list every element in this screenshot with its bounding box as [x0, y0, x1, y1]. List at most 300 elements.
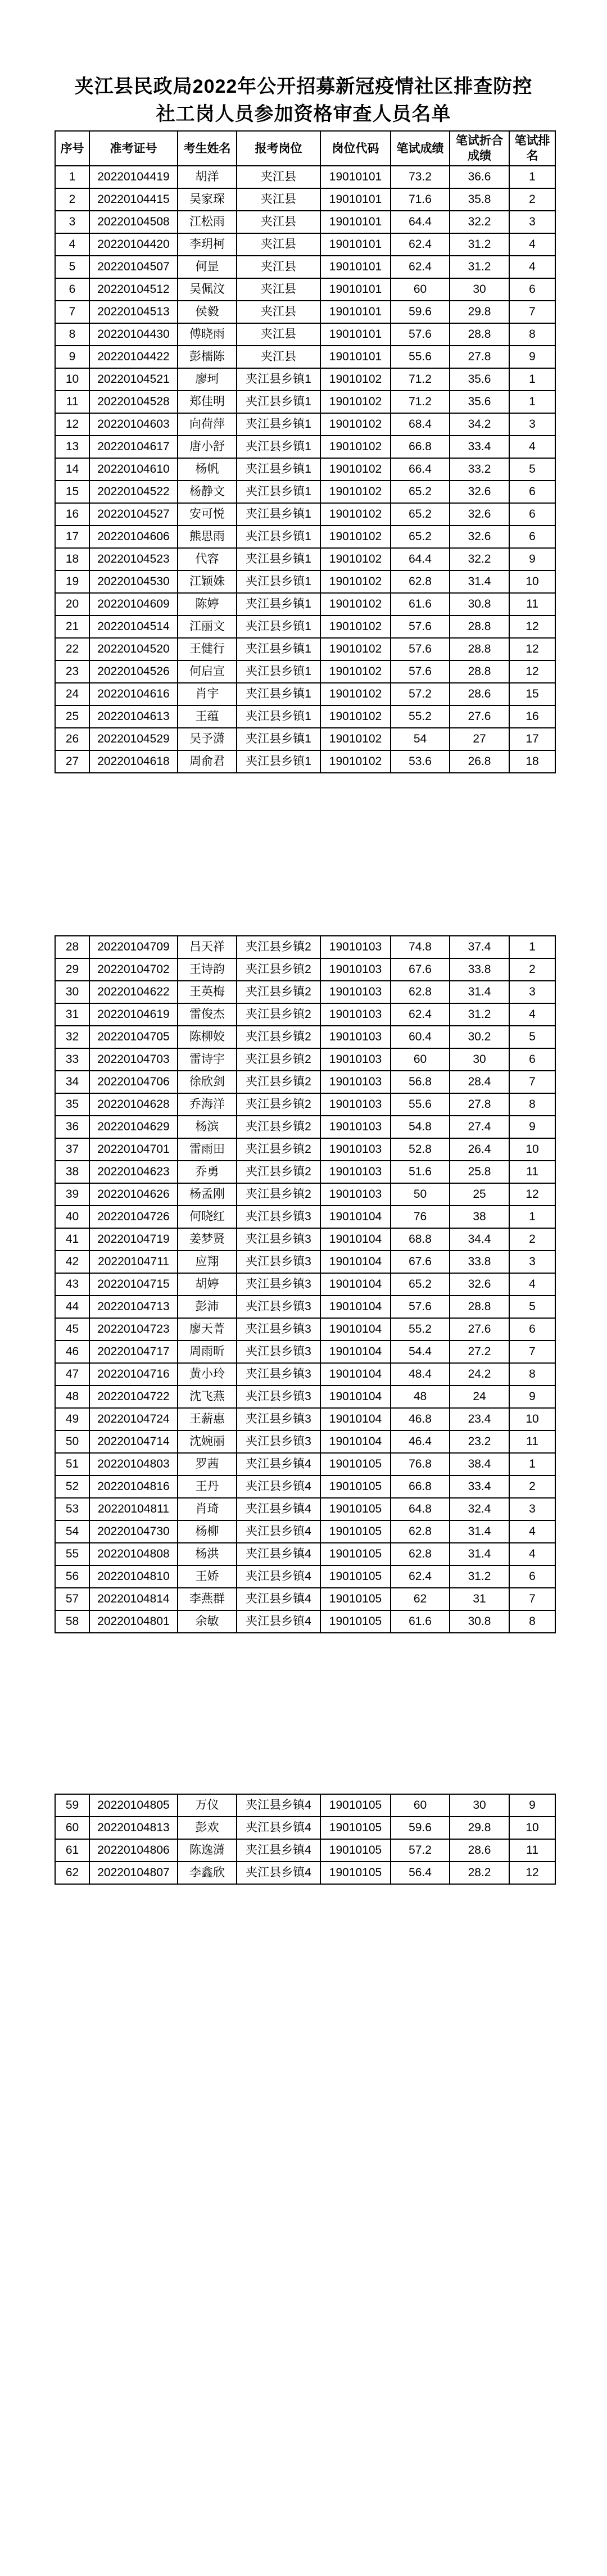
table-row [55, 638, 555, 660]
table-cell: 3 [509, 981, 555, 1003]
table-row [55, 233, 555, 256]
table-cell: 30 [55, 981, 89, 1003]
table-cell: 19010104 [320, 1296, 391, 1318]
table-cell: 59.6 [391, 301, 450, 323]
table-row [55, 1498, 555, 1520]
table-cell: 夹江县乡镇4 [237, 1565, 320, 1588]
table-cell: 12 [55, 413, 89, 436]
table-cell: 夹江县乡镇4 [237, 1862, 320, 1884]
table-cell: 32.6 [450, 1273, 509, 1296]
table-cell: 5 [509, 458, 555, 481]
table-cell: 20220104430 [89, 323, 178, 346]
table-cell: 夹江县乡镇1 [237, 458, 320, 481]
table-cell: 32.6 [450, 481, 509, 503]
table-cell: 夹江县乡镇4 [237, 1498, 320, 1520]
table-cell: 14 [55, 458, 89, 481]
table-cell: 65.2 [391, 526, 450, 548]
header-cell-position-code: 岗位代码 [320, 131, 391, 166]
table-row [55, 958, 555, 981]
table-cell: 江松雨 [178, 211, 237, 233]
table-cell: 陈婷 [178, 593, 237, 615]
table-cell: 27 [450, 728, 509, 750]
table-cell: 42 [55, 1251, 89, 1273]
table-cell: 19010102 [320, 526, 391, 548]
table-cell: 夹江县乡镇1 [237, 683, 320, 705]
table-cell: 33 [55, 1048, 89, 1071]
table-cell: 55 [55, 1543, 89, 1565]
table-cell: 9 [509, 548, 555, 571]
table-cell: 李玥柯 [178, 233, 237, 256]
table-row [55, 436, 555, 458]
roster-table-page-3 [55, 1794, 556, 1885]
table-cell: 5 [509, 1296, 555, 1318]
table-cell: 6 [55, 278, 89, 301]
table-cell: 19010102 [320, 458, 391, 481]
table-cell: 62.8 [391, 981, 450, 1003]
table-cell: 25 [55, 705, 89, 728]
table-cell: 19010102 [320, 615, 391, 638]
table-cell: 杨帆 [178, 458, 237, 481]
table-row [55, 481, 555, 503]
table-cell: 11 [509, 1839, 555, 1862]
table-cell: 16 [509, 705, 555, 728]
table-row [55, 1565, 555, 1588]
table-cell: 夹江县乡镇1 [237, 638, 320, 660]
table-cell: 罗茜 [178, 1453, 237, 1475]
table-cell: 沈飞燕 [178, 1386, 237, 1408]
table-cell: 夹江县乡镇1 [237, 436, 320, 458]
table-cell: 12 [509, 1862, 555, 1884]
table-cell: 46.4 [391, 1430, 450, 1453]
table-cell: 62 [391, 1588, 450, 1610]
table-cell: 夹江县乡镇1 [237, 548, 320, 571]
table-cell: 31.4 [450, 981, 509, 1003]
table-cell: 6 [509, 503, 555, 526]
table-cell: 62.4 [391, 1565, 450, 1588]
table-row [55, 1817, 555, 1839]
table-cell: 17 [55, 526, 89, 548]
table-cell: 20220104805 [89, 1794, 178, 1817]
table-cell: 28.8 [450, 660, 509, 683]
table-cell: 雷诗宇 [178, 1048, 237, 1071]
table-cell: 2 [509, 958, 555, 981]
table-cell: 代容 [178, 548, 237, 571]
table-cell: 25.8 [450, 1161, 509, 1183]
table-cell: 62.8 [391, 571, 450, 593]
table-cell: 夹江县 [237, 233, 320, 256]
table-cell: 27.8 [450, 1093, 509, 1116]
table-cell: 7 [55, 301, 89, 323]
table-cell: 9 [509, 1386, 555, 1408]
table-cell: 32 [55, 1026, 89, 1048]
table-cell: 56.8 [391, 1071, 450, 1093]
table-cell: 39 [55, 1183, 89, 1206]
table-row [55, 1296, 555, 1318]
table-cell: 3 [509, 211, 555, 233]
table-cell: 20220104813 [89, 1817, 178, 1839]
table-cell: 6 [509, 1565, 555, 1588]
table-cell: 60 [55, 1817, 89, 1839]
table-cell: 1 [509, 936, 555, 958]
table-row [55, 278, 555, 301]
table-cell: 38.4 [450, 1453, 509, 1475]
table-cell: 周俞君 [178, 750, 237, 773]
table-cell: 夹江县乡镇2 [237, 1161, 320, 1183]
table-cell: 60 [391, 278, 450, 301]
table-cell: 62.8 [391, 1543, 450, 1565]
table-cell: 夹江县 [237, 278, 320, 301]
table-cell: 32.2 [450, 548, 509, 571]
table-cell: 54.4 [391, 1341, 450, 1363]
table-cell: 29.8 [450, 1817, 509, 1839]
table-cell: 20220104422 [89, 346, 178, 368]
table-cell: 67.6 [391, 1251, 450, 1273]
table-row [55, 728, 555, 750]
table-cell: 19010105 [320, 1839, 391, 1862]
table-cell: 54.8 [391, 1116, 450, 1138]
header-cell-written-score: 笔试成绩 [391, 131, 450, 166]
table-cell: 62.4 [391, 233, 450, 256]
table-cell: 9 [509, 1794, 555, 1817]
table-cell: 19010105 [320, 1862, 391, 1884]
table-cell: 7 [509, 301, 555, 323]
table-cell: 28.8 [450, 638, 509, 660]
table-row [55, 1026, 555, 1048]
table-row [55, 526, 555, 548]
table-cell: 30.8 [450, 1610, 509, 1633]
table-cell: 7 [509, 1341, 555, 1363]
table-cell: 20220104609 [89, 593, 178, 615]
table-row [55, 1386, 555, 1408]
table-cell: 11 [55, 391, 89, 413]
table-cell: 王蕴 [178, 705, 237, 728]
header-row [55, 131, 555, 166]
table-cell: 20220104703 [89, 1048, 178, 1071]
table-cell: 夹江县乡镇2 [237, 936, 320, 958]
table-cell: 10 [55, 368, 89, 391]
table-cell: 33.8 [450, 958, 509, 981]
table-cell: 20220104801 [89, 1610, 178, 1633]
table-cell: 22 [55, 638, 89, 660]
table-cell: 19010101 [320, 211, 391, 233]
table-cell: 19010104 [320, 1363, 391, 1386]
table-cell: 20220104616 [89, 683, 178, 705]
table-cell: 46.8 [391, 1408, 450, 1430]
table-cell: 19010101 [320, 166, 391, 188]
table-cell: 7 [509, 1588, 555, 1610]
table-cell: 1 [509, 391, 555, 413]
table-cell: 20220104522 [89, 481, 178, 503]
table-cell: 夹江县乡镇2 [237, 1093, 320, 1116]
table-cell: 20220104629 [89, 1116, 178, 1138]
table-cell: 1 [509, 1206, 555, 1228]
table-cell: 20220104723 [89, 1318, 178, 1341]
table-cell: 周雨昕 [178, 1341, 237, 1363]
table-cell: 31.4 [450, 1520, 509, 1543]
table-row [55, 1430, 555, 1453]
table-cell: 王丹 [178, 1475, 237, 1498]
table-cell: 夹江县乡镇1 [237, 660, 320, 683]
table-cell: 6 [509, 481, 555, 503]
table-cell: 夹江县 [237, 346, 320, 368]
table-cell: 49 [55, 1408, 89, 1430]
table-cell: 23.4 [450, 1408, 509, 1430]
table-cell: 杨滨 [178, 1116, 237, 1138]
table-cell: 19010104 [320, 1386, 391, 1408]
table-row [55, 368, 555, 391]
table-cell: 71.2 [391, 391, 450, 413]
table-cell: 乔海洋 [178, 1093, 237, 1116]
table-cell: 57.6 [391, 660, 450, 683]
table-cell: 夹江县乡镇1 [237, 481, 320, 503]
table-row [55, 256, 555, 278]
table-cell: 夹江县乡镇2 [237, 1071, 320, 1093]
table-cell: 王诗韵 [178, 958, 237, 981]
table-cell: 11 [509, 1430, 555, 1453]
table-cell: 26.4 [450, 1138, 509, 1161]
table-cell: 夹江县乡镇2 [237, 1183, 320, 1206]
table-cell: 66.8 [391, 1475, 450, 1498]
table-cell: 夹江县乡镇1 [237, 705, 320, 728]
table-cell: 31.2 [450, 233, 509, 256]
table-cell: 20220104810 [89, 1565, 178, 1588]
table-cell: 28 [55, 936, 89, 958]
table-cell: 24 [55, 683, 89, 705]
table-cell: 20220104705 [89, 1026, 178, 1048]
table-cell: 57.6 [391, 323, 450, 346]
table-cell: 19010102 [320, 593, 391, 615]
table-cell: 万仪 [178, 1794, 237, 1817]
table-cell: 夹江县乡镇4 [237, 1520, 320, 1543]
table-cell: 41 [55, 1228, 89, 1251]
table-cell: 20220104513 [89, 301, 178, 323]
table-cell: 夹江县乡镇3 [237, 1296, 320, 1318]
table-cell: 20220104806 [89, 1839, 178, 1862]
table-cell: 陈柳姣 [178, 1026, 237, 1048]
table-cell: 20220104512 [89, 278, 178, 301]
roster-body-page-3 [55, 1794, 555, 1884]
table-cell: 19010104 [320, 1228, 391, 1251]
table-cell: 廖天菁 [178, 1318, 237, 1341]
table-cell: 20220104623 [89, 1161, 178, 1183]
table-row [55, 1588, 555, 1610]
title-line2-text: 社工岗人员参加资格审查人员名单 [156, 103, 451, 125]
table-row [55, 1003, 555, 1026]
table-row [55, 188, 555, 211]
table-cell: 彭沛 [178, 1296, 237, 1318]
table-cell: 19010101 [320, 301, 391, 323]
table-cell: 夹江县乡镇3 [237, 1430, 320, 1453]
table-cell: 19010104 [320, 1318, 391, 1341]
table-cell: 61 [55, 1839, 89, 1862]
table-cell: 53 [55, 1498, 89, 1520]
table-row [55, 1071, 555, 1093]
table-cell: 21 [55, 615, 89, 638]
table-cell: 夹江县乡镇2 [237, 1048, 320, 1071]
table-cell: 57.6 [391, 638, 450, 660]
table-cell: 4 [509, 1543, 555, 1565]
table-cell: 74.8 [391, 936, 450, 958]
table-cell: 20220104726 [89, 1206, 178, 1228]
table-row [55, 1093, 555, 1116]
table-cell: 18 [509, 750, 555, 773]
table-cell: 夹江县乡镇1 [237, 391, 320, 413]
table-cell: 35.8 [450, 188, 509, 211]
table-cell: 10 [509, 1138, 555, 1161]
table-cell: 4 [509, 233, 555, 256]
table-row [55, 1048, 555, 1071]
table-cell: 19010105 [320, 1610, 391, 1633]
table-cell: 51.6 [391, 1161, 450, 1183]
table-cell: 33.4 [450, 436, 509, 458]
table-cell: 20220104606 [89, 526, 178, 548]
table-cell: 9 [509, 1116, 555, 1138]
table-cell: 62.4 [391, 256, 450, 278]
table-cell: 37 [55, 1138, 89, 1161]
table-cell: 夹江县乡镇2 [237, 958, 320, 981]
table-cell: 19010103 [320, 1003, 391, 1026]
table-cell: 夹江县乡镇3 [237, 1363, 320, 1386]
table-cell: 20220104717 [89, 1341, 178, 1363]
table-cell: 34 [55, 1071, 89, 1093]
table-cell: 19010103 [320, 1071, 391, 1093]
table-cell: 64.4 [391, 548, 450, 571]
table-cell: 26.8 [450, 750, 509, 773]
table-cell: 19010105 [320, 1543, 391, 1565]
table-cell: 沈婉丽 [178, 1430, 237, 1453]
table-cell: 30 [450, 1794, 509, 1817]
table-cell: 40 [55, 1206, 89, 1228]
table-cell: 傅晓雨 [178, 323, 237, 346]
table-cell: 江颖姝 [178, 571, 237, 593]
table-cell: 10 [509, 1817, 555, 1839]
table-cell: 62.4 [391, 1003, 450, 1026]
table-cell: 4 [509, 1273, 555, 1296]
table-cell: 73.2 [391, 166, 450, 188]
table-cell: 3 [509, 413, 555, 436]
table-cell: 夹江县乡镇4 [237, 1610, 320, 1633]
table-cell: 夹江县乡镇1 [237, 571, 320, 593]
table-cell: 30 [450, 278, 509, 301]
table-cell: 彭欢 [178, 1817, 237, 1839]
table-row [55, 1543, 555, 1565]
table-cell: 余敏 [178, 1610, 237, 1633]
table-cell: 47 [55, 1363, 89, 1386]
table-cell: 23 [55, 660, 89, 683]
table-cell: 胡婷 [178, 1273, 237, 1296]
table-cell: 33.8 [450, 1251, 509, 1273]
table-cell: 吴家琛 [178, 188, 237, 211]
table-cell: 夹江县乡镇2 [237, 1026, 320, 1048]
table-row [55, 1138, 555, 1161]
table-cell: 11 [509, 593, 555, 615]
table-cell: 20220104523 [89, 548, 178, 571]
table-cell: 59.6 [391, 1817, 450, 1839]
table-cell: 27.2 [450, 1341, 509, 1363]
table-cell: 20220104529 [89, 728, 178, 750]
table-cell: 27.6 [450, 1318, 509, 1341]
table-cell: 19010105 [320, 1520, 391, 1543]
table-cell: 夹江县乡镇2 [237, 1003, 320, 1026]
table-cell: 5 [509, 1026, 555, 1048]
table-cell: 19010105 [320, 1588, 391, 1610]
table-cell: 36.6 [450, 166, 509, 188]
table-cell: 20220104803 [89, 1453, 178, 1475]
table-cell: 33.2 [450, 458, 509, 481]
table-cell: 3 [509, 1251, 555, 1273]
table-cell: 王薪惠 [178, 1408, 237, 1430]
table-cell: 19010102 [320, 660, 391, 683]
table-cell: 吴予潇 [178, 728, 237, 750]
table-cell: 48 [391, 1386, 450, 1408]
table-cell: 19010104 [320, 1251, 391, 1273]
table-cell: 19010103 [320, 1183, 391, 1206]
table-cell: 唐小舒 [178, 436, 237, 458]
table-cell: 20220104814 [89, 1588, 178, 1610]
table-cell: 17 [509, 728, 555, 750]
table-cell: 31.4 [450, 1543, 509, 1565]
table-cell: 19010102 [320, 705, 391, 728]
table-cell: 夹江县乡镇4 [237, 1453, 320, 1475]
table-cell: 31.4 [450, 571, 509, 593]
roster-header [55, 131, 555, 166]
table-cell: 4 [509, 1520, 555, 1543]
table-cell: 7 [509, 1071, 555, 1093]
table-cell: 50 [391, 1183, 450, 1206]
table-cell: 夹江县乡镇1 [237, 503, 320, 526]
table-cell: 23.2 [450, 1430, 509, 1453]
table-cell: 20220104619 [89, 1003, 178, 1026]
table-cell: 32.6 [450, 526, 509, 548]
table-cell: 夹江县乡镇1 [237, 368, 320, 391]
table-cell: 乔勇 [178, 1161, 237, 1183]
roster-table-page-1 [55, 130, 556, 773]
table-row [55, 1341, 555, 1363]
table-cell: 27.4 [450, 1116, 509, 1138]
header-cell-candidate-name: 考生姓名 [178, 131, 237, 166]
table-cell: 肖琦 [178, 1498, 237, 1520]
table-cell: 9 [55, 346, 89, 368]
table-cell: 19010102 [320, 436, 391, 458]
table-cell: 38 [55, 1161, 89, 1183]
table-cell: 20220104807 [89, 1862, 178, 1884]
table-cell: 夹江县乡镇4 [237, 1588, 320, 1610]
table-cell: 65.2 [391, 503, 450, 526]
table-cell: 夹江县乡镇1 [237, 413, 320, 436]
table-cell: 20220104514 [89, 615, 178, 638]
table-cell: 19010102 [320, 638, 391, 660]
table-cell: 19010102 [320, 481, 391, 503]
table-cell: 杨静文 [178, 481, 237, 503]
table-row [55, 301, 555, 323]
table-cell: 68.4 [391, 413, 450, 436]
table-cell: 60.4 [391, 1026, 450, 1048]
table-cell: 57.2 [391, 1839, 450, 1862]
table-cell: 夹江县 [237, 301, 320, 323]
table-cell: 61.6 [391, 593, 450, 615]
table-cell: 1 [509, 166, 555, 188]
table-row [55, 391, 555, 413]
table-cell: 31.2 [450, 256, 509, 278]
table-cell: 雷俊杰 [178, 1003, 237, 1026]
table-cell: 20220104610 [89, 458, 178, 481]
table-cell: 黄小玲 [178, 1363, 237, 1386]
table-cell: 56.4 [391, 1862, 450, 1884]
table-cell: 57.6 [391, 1296, 450, 1318]
table-cell: 15 [509, 683, 555, 705]
table-row [55, 1839, 555, 1862]
table-cell: 30.2 [450, 1026, 509, 1048]
